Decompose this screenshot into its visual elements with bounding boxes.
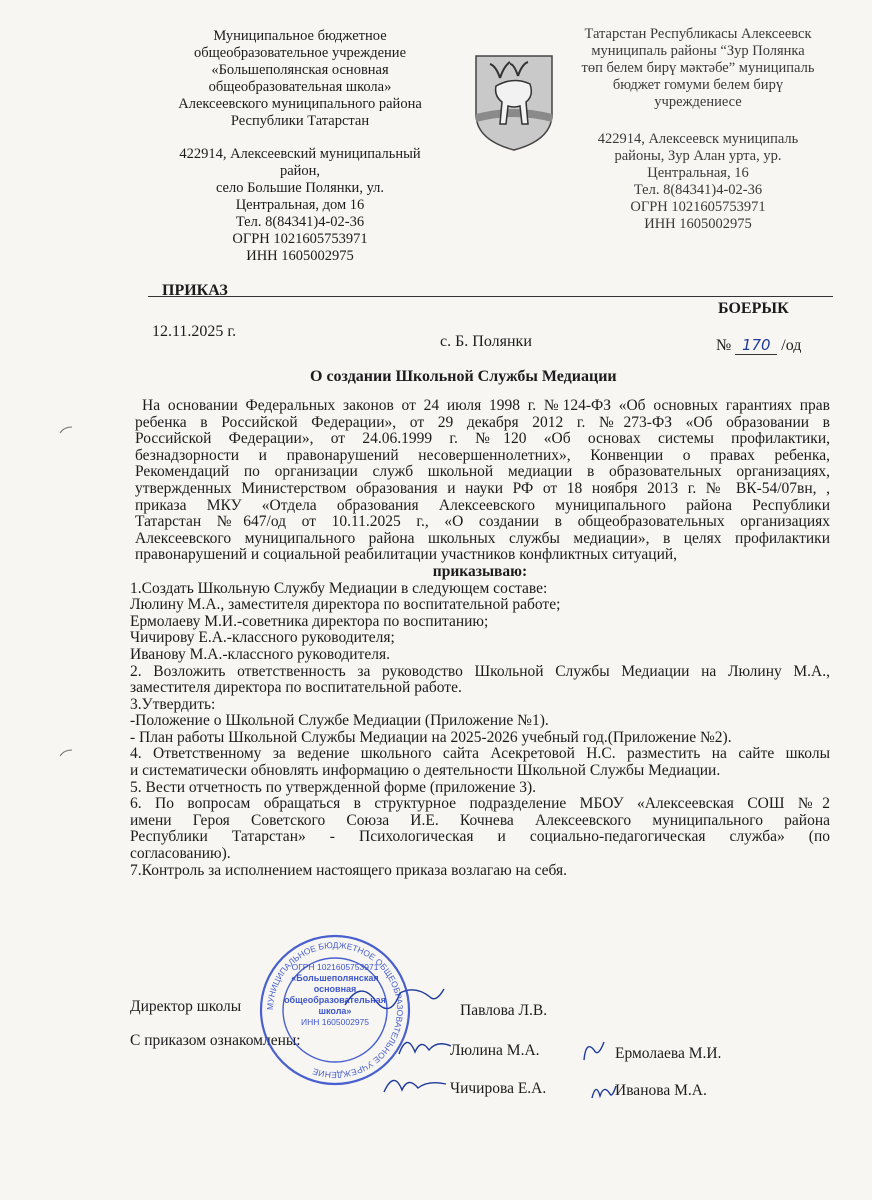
org-name-line: общеобразовательная школа»	[208, 79, 392, 95]
stamp-center-line: общеобразовательная	[284, 995, 386, 1005]
org-name-line-tt: Татарстан Республикасы Алексеевск	[584, 26, 812, 42]
preamble-line: Рекомендаций по организации служб школьной медиации в образовательных организациях,	[135, 464, 830, 481]
margin-mark-icon	[58, 425, 74, 435]
item-line: имени Героя Советского Союза И.Е. Кочнева Алексеевского муниципального района	[130, 812, 830, 829]
director-name: Павлова Л.В.	[460, 1002, 548, 1019]
signer-name: Чичирова Е.А.	[450, 1080, 547, 1097]
address-line-tt: ОГРН 1021605753971	[630, 199, 766, 215]
address-line: село Большие Полянки, ул.	[215, 180, 385, 196]
item-line: 6. По вопросам обращаться в структурное подразделение МБОУ «Алексеевская СОШ №2	[130, 796, 830, 813]
preamble-line: утвержденных Министерством образования и науки РФ от 18 ноября 2013 г. № ВК-54/07вн, ,	[135, 480, 830, 497]
item-line: Ермолаеву М.И.-советника директора по воспитанию;	[130, 613, 489, 630]
order-label-tt: БОЕРЫК	[718, 300, 789, 317]
order-number	[716, 336, 801, 355]
document-body	[130, 398, 830, 879]
header-right	[568, 26, 828, 233]
signer-name: Иванова М.А.	[615, 1082, 707, 1099]
item-line: Республики Татарстан» - Психологическая и социально-педагогическая служба» (по	[130, 829, 830, 846]
signature-ivanova-icon	[588, 1078, 618, 1104]
header-left	[150, 28, 450, 265]
item-line: 3.Утвердить:	[130, 696, 216, 713]
address-line-tt: 422914, Алексеевск муниципаль	[597, 131, 799, 147]
item-line: - План работы Школьной Службы Медиации на 2025-2026 учебный год.(Приложение №2).	[130, 729, 732, 746]
org-name-line-tt: учреждениесе	[654, 94, 742, 110]
org-name-line: общеобразовательное учреждение	[193, 45, 407, 61]
director-label: Директор школы	[130, 998, 242, 1015]
org-name-line-tt: төп белем бирү мәктәбе” муниципаль	[581, 60, 815, 76]
item-line: согласованию).	[130, 846, 231, 863]
org-name-line: Муниципальное бюджетное	[213, 28, 387, 44]
emblem-icon	[470, 52, 558, 152]
org-name-line-tt: муниципаль районы “Зур Полянка	[591, 43, 805, 59]
item-line: 7.Контроль за исполнением настоящего приказа возлагаю на себя.	[130, 862, 568, 879]
stamp-ogrn: ОГРН 1021605753971	[291, 962, 379, 972]
address-line-tt: районы, Зур Алан урта, ур.	[614, 148, 782, 164]
item-line: 2. Возложить ответственность за руководство Школьной Службы Медиации на Люлину М.А.,	[130, 663, 830, 680]
number-sign: №	[716, 337, 732, 354]
address-line: ОГРН 1021605753971	[232, 231, 368, 247]
org-name-line-tt: бюджет гомуми белем бирү	[612, 77, 784, 93]
stamp-center-line: «Большеполянская	[291, 973, 379, 983]
header-divider	[148, 296, 833, 297]
address-line: 422914, Алексеевский муниципальный	[179, 146, 421, 162]
org-name-line: Республики Татарстан	[230, 113, 370, 129]
official-stamp	[255, 930, 415, 1090]
signer-name: Люлина М.А.	[450, 1042, 540, 1059]
signature-ermolaeva-icon	[578, 1036, 608, 1066]
item-line: Люлину М.А., заместителя директора по воспитательной работе;	[130, 597, 561, 614]
stamp-center-line: школа»	[318, 1006, 352, 1016]
preamble-line: приказа МКУ «Отдела образования Алексеевского муниципального района Республики	[135, 497, 830, 514]
preamble-line: На основании Федеральных законов от 24 июля 1998 г. №124-ФЗ «Об основных гарантиях прав	[142, 398, 830, 414]
address-line: Центральная, дом 16	[235, 197, 365, 213]
item-line: 5. Вести отчетность по утвержденной форме (приложение 3).	[130, 779, 536, 796]
preamble-line: Алексеевского муниципального района школьных службы медиации», в целях профилактики	[135, 530, 830, 547]
order-place: с. Б. Полянки	[440, 333, 532, 350]
preamble-line: Татарстан №647/од от 10.11.2025 г., «О создании в общеобразовательных организациях	[135, 514, 830, 531]
item-line: и систематически обновлять информацию о деятельности Школьной Службы Медиации.	[130, 763, 721, 780]
item-line: -Положение о Школьной Службе Медиации (Приложение №1).	[130, 713, 549, 730]
number-value: 170	[735, 336, 777, 355]
address-line-tt: ИНН 1605002975	[644, 216, 752, 232]
address-line-tt: Тел. 8(84341)4-02-36	[633, 182, 763, 198]
document-title: О создании Школьной Службы Медиации	[310, 368, 617, 385]
acknowledged-label: С приказом ознакомлены:	[130, 1032, 301, 1049]
item-line: заместителя директора по воспитательной работе.	[130, 680, 462, 697]
stamp-inn: ИНН 1605002975	[300, 1017, 370, 1027]
order-label-ru: ПРИКАЗ	[162, 282, 228, 299]
item-line: Чичирову Е.А.-классного руководителя;	[130, 630, 395, 647]
address-line-tt: Центральная, 16	[647, 165, 749, 181]
item-line: 4. Ответственному за ведение школьного сайта Асекретовой Н.С. разместить на сайте школы	[130, 746, 830, 763]
address-line: ИНН 1605002975	[246, 248, 354, 264]
item-line: Иванову М.А.-классного руководителя.	[130, 646, 390, 663]
decree-word: приказываю:	[432, 563, 528, 580]
org-name-line: «Большеполянская основная	[211, 62, 389, 78]
preamble-line: ребенка в Российской Федерации», от 29 декабря 2012 г. №273-ФЗ «Об образовании в	[135, 414, 830, 431]
preamble-line: Российской Федерации», от 24.06.1999 г. №120 «Об основах системы профилактики,	[135, 431, 830, 448]
preamble-line: правонарушений и социальной реабилитации участников конфликтных ситуаций,	[135, 547, 678, 564]
stamp-center-line: основная	[313, 984, 357, 994]
stamp-ring-text: МУНИЦИПАЛЬНОЕ БЮДЖЕТНОЕ ОБЩЕОБРАЗОВАТЕЛЬНОЕ УЧРЕЖДЕНИЕ	[264, 939, 406, 1081]
signer-name: Ермолаева М.И.	[615, 1045, 722, 1062]
address-line: район,	[279, 163, 321, 179]
item-line: 1.Создать Школьную Службу Медиации в следующем составе:	[130, 580, 548, 597]
preamble-line: безнадзорности и правонарушений несовершеннолетних», Конвенции о правах ребенка,	[135, 447, 830, 464]
order-date: 12.11.2025 г.	[152, 323, 237, 340]
margin-mark-icon	[58, 748, 74, 758]
org-name-line: Алексеевского муниципального района	[178, 96, 422, 112]
number-suffix: /од	[781, 337, 802, 354]
address-line: Тел. 8(84341)4-02-36	[235, 214, 365, 230]
